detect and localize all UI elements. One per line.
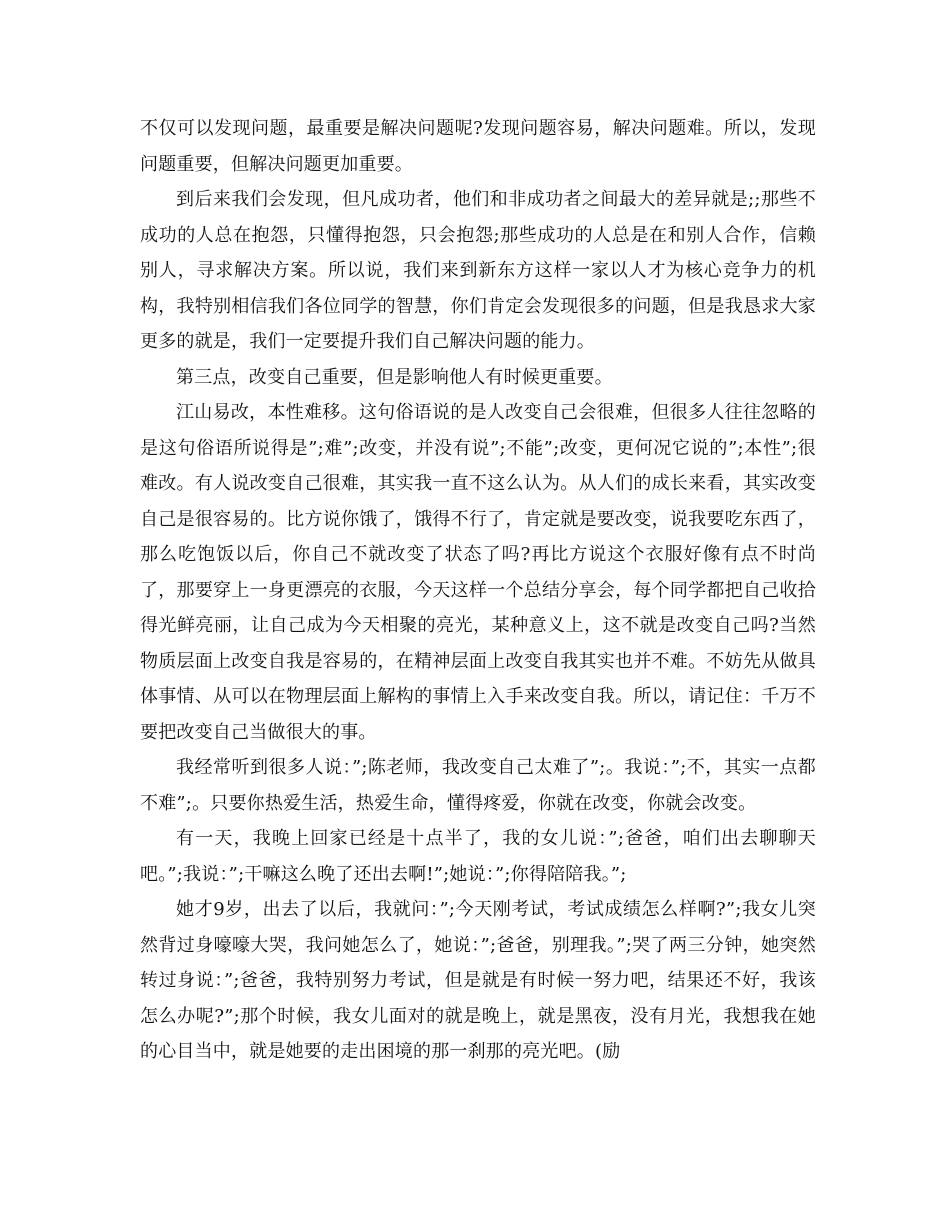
paragraph: 到后来我们会发现，但凡成功者，他们和非成功者之间最大的差异就是;;那些不成功的人总在抱怨，只懂得抱怨，只会抱怨;那些成功的人总是在和别人合作，信赖别人，寻求解决方案。所以说，我们来到新东方这样一家以人才为核心竞争力的机构，我特别相信我们各位同学的智慧，你们肯定会发现很多的问题，但是我恳求大家更多的就是，我们一定要提升我们自己解决问题的能力。	[140, 189, 816, 352]
paragraph: 她才9岁，出去了以后，我就问：”;今天刚考试，考试成绩怎么样啊?”;我女儿突然背过身嚎嚎大哭，我问她怎么了，她说：”;爸爸，别理我。”;哭了两三分钟，她突然转过身说：”;爸爸，我特别努力考试，但是就是有时候一努力吧，结果还不好，我该怎么办呢?”;那个时候，我女儿面对的就是晚上，就是黑夜，没有月光，我想我在她的心目当中，就是她要的走出困境的那一刹那的亮光吧。(励	[140, 899, 816, 1062]
paragraph: 我经常听到很多人说：”;陈老师，我改变自己太难了”;。我说：”;不，其实一点都不难”;。只要你热爱生活，热爱生命，懂得疼爱，你就在改变，你就会改变。	[140, 757, 816, 814]
paragraph: 第三点，改变自己重要，但是影响他人有时候更重要。	[176, 366, 613, 388]
paragraph: 江山易改，本性难移。这句俗语说的是人改变自己会很难，但很多人往往忽略的是这句俗语所说得是”;难”;改变，并没有说”;不能”;改变，更何况它说的”;本性”;很难改。有人说改变自己很难，其实我一直不这么认为。从人们的成长来看，其实改变自己是很容易的。比方说你饿了，饿得不行了，肯定就是要改变，说我要吃东西了，那么吃饱饭以后，你自己不就改变了状态了吗?再比方说这个衣服好像有点不时尚了，那要穿上一身更漂亮的衣服，今天这样一个总结分享会，每个同学都把自己收拾得光鲜亮丽，让自己成为今天相聚的亮光，某种意义上，这不就是改变自己吗?当然物质层面上改变自我是容易的，在精神层面上改变自我其实也并不难。不妨先从做具体事情、从可以在物理层面上解构的事情上入手来改变自我。所以，请记住：千万不要把改变自己当做很大的事。	[140, 402, 816, 743]
paragraph: 有一天，我晚上回家已经是十点半了，我的女儿说：”;爸爸，咱们出去聊聊天吧。”;我说：”;干嘛这么晚了还出去啊!”;她说：”;你得陪陪我。”;	[140, 828, 816, 885]
paragraph: 不仅可以发现问题，最重要是解决问题呢?发现问题容易，解决问题难。所以，发现问题重要，但解决问题更加重要。	[140, 118, 816, 175]
document-body	[140, 111, 816, 1070]
